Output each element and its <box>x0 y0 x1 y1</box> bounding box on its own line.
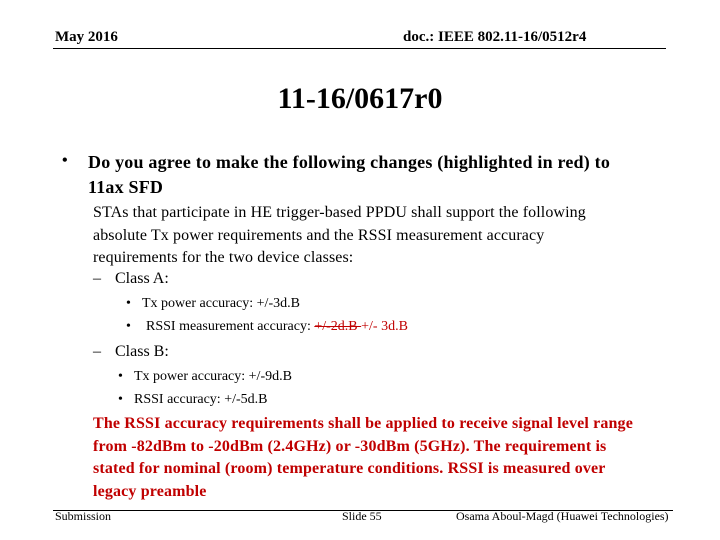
question-text <box>88 150 688 200</box>
footer-slide-number: Slide 55 <box>342 509 382 523</box>
class-b-label: Class B: <box>115 343 169 360</box>
header-date: May 2016 <box>55 29 118 45</box>
class-a-dash: – <box>93 270 101 287</box>
class-a-rssi-prefix: RSSI measurement accuracy: <box>146 319 315 334</box>
footer-submission: Submission <box>55 509 112 523</box>
class-b-rssi: RSSI accuracy: +/-5d.B <box>134 392 268 407</box>
intro-line-3: requirements for the two device classes: <box>93 249 354 266</box>
class-b-dash: – <box>93 343 101 360</box>
inserted-text: +/- 3d.B <box>361 319 408 334</box>
class-a-item1-bullet: • <box>126 296 131 311</box>
question-bullet: • <box>62 152 68 169</box>
class-b-item1-bullet: • <box>118 369 123 384</box>
header-rule <box>53 48 666 49</box>
class-a-item2-bullet: • <box>126 319 131 334</box>
deleted-text: +/-2d.B <box>314 319 362 334</box>
class-a-tx-power: Tx power accuracy: +/-3d.B <box>142 296 300 311</box>
class-a-rssi <box>146 319 408 335</box>
header-doc-id: doc.: IEEE 802.11-16/0512r4 <box>403 29 587 45</box>
question-line-1: Do you agree to make the following changes (highlighted in red) to <box>88 152 611 172</box>
class-b-tx-power: Tx power accuracy: +/-9d.B <box>134 369 292 384</box>
footer-author: Osama Aboul-Magd (Huawei Technologies) <box>456 509 669 523</box>
intro-line-1: STAs that participate in HE trigger-based PPDU shall support the following <box>93 204 586 221</box>
red-line-1: The RSSI accuracy requirements shall be applied to receive signal level range <box>93 415 633 432</box>
rssi-range-paragraph <box>93 413 693 503</box>
red-line-3: stated for nominal (room) temperature conditions. RSSI is measured over <box>93 460 606 477</box>
requirements-paragraph <box>93 202 693 270</box>
intro-line-2: absolute Tx power requirements and the RSSI measurement accuracy <box>93 226 545 244</box>
slide-title: 11-16/0617r0 <box>277 82 443 115</box>
class-b-item2-bullet: • <box>118 392 123 407</box>
question-line-2: 11ax SFD <box>88 177 164 197</box>
red-line-4: legacy preamble <box>93 482 207 500</box>
red-line-2: from -82dBm to -20dBm (2.4GHz) or -30dBm (5GHz). The requirement is <box>93 437 607 455</box>
class-a-label: Class A: <box>115 270 169 287</box>
